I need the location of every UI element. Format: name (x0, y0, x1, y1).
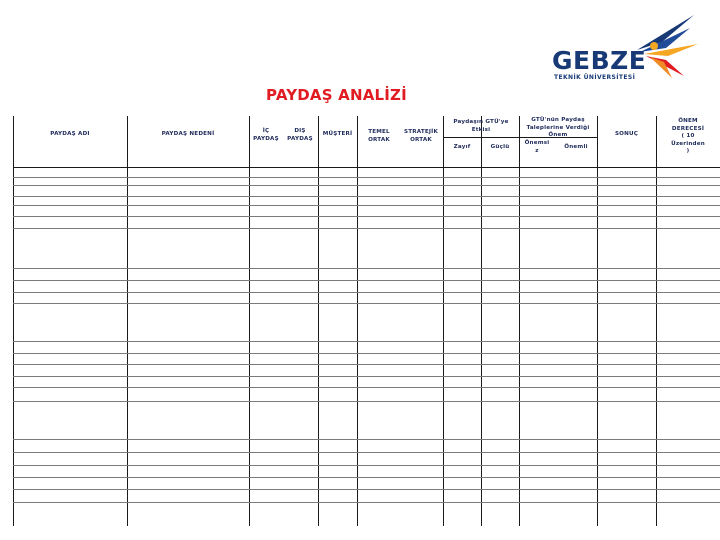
header-sonuc: SONUÇ (614, 131, 639, 137)
stakeholder-analysis-table (13, 116, 720, 526)
table-row-line (13, 376, 720, 377)
table-row-line (13, 196, 720, 197)
table-row-line (13, 452, 720, 453)
header-zayif: Zayıf (453, 144, 471, 150)
page-title: PAYDAŞ ANALİZİ (266, 86, 407, 104)
table-row-line (13, 387, 720, 388)
logo-subtitle: TEKNİK ÜNİVERSİTESİ (554, 74, 636, 81)
header-bottom-border (13, 167, 720, 168)
header-gtu-onem: GTÜ'nün Paydaş Taleplerine Verdiği Önem (526, 117, 590, 139)
header-musteri: MÜŞTERİ (322, 131, 353, 137)
table-row-line (13, 228, 720, 229)
table-row-line (13, 341, 720, 342)
university-logo (548, 10, 708, 80)
table-row-line (13, 364, 720, 365)
header-subdivider (443, 137, 519, 138)
table-row-line (13, 292, 720, 293)
header-guclu: Güçlü (490, 144, 510, 150)
header-stratejik-ortak: STRATEJİK ORTAK (404, 129, 438, 143)
logo-brand-text: GEBZE (552, 46, 647, 75)
table-row-line (13, 280, 720, 281)
header-paydas-nedeni: PAYDAŞ NEDENİ (161, 131, 215, 137)
table-row-line (13, 489, 720, 490)
table-row-line (13, 465, 720, 466)
table-row-line (13, 177, 720, 178)
table-row-line (13, 401, 720, 402)
header-onem-derecesi: ÖNEM DERECESİ ( 10 Üzerinden ) (671, 118, 705, 155)
header-temel-ortak: TEMEL ORTAK (368, 129, 390, 143)
table-row-line (13, 439, 720, 440)
header-paydas-adi: PAYDAŞ ADI (50, 131, 90, 137)
header-dis-paydas: DIŞ PAYDAŞ (287, 128, 313, 142)
table-row-line (13, 477, 720, 478)
table-row-line (13, 268, 720, 269)
table-row-line (13, 185, 720, 186)
table-row-line (13, 205, 720, 206)
header-onemsiz: Önemsi z (524, 140, 550, 154)
header-paydasin-etkisi: Paydaşın GTÜ'ye Etkisi (453, 119, 509, 133)
table-row-line (13, 303, 720, 304)
table-row-line (13, 216, 720, 217)
header-onemli: Önemli (564, 144, 588, 150)
header-ic-paydas: İÇ PAYDAŞ (253, 128, 279, 142)
table-row-line (13, 353, 720, 354)
table-row-line (13, 502, 720, 503)
